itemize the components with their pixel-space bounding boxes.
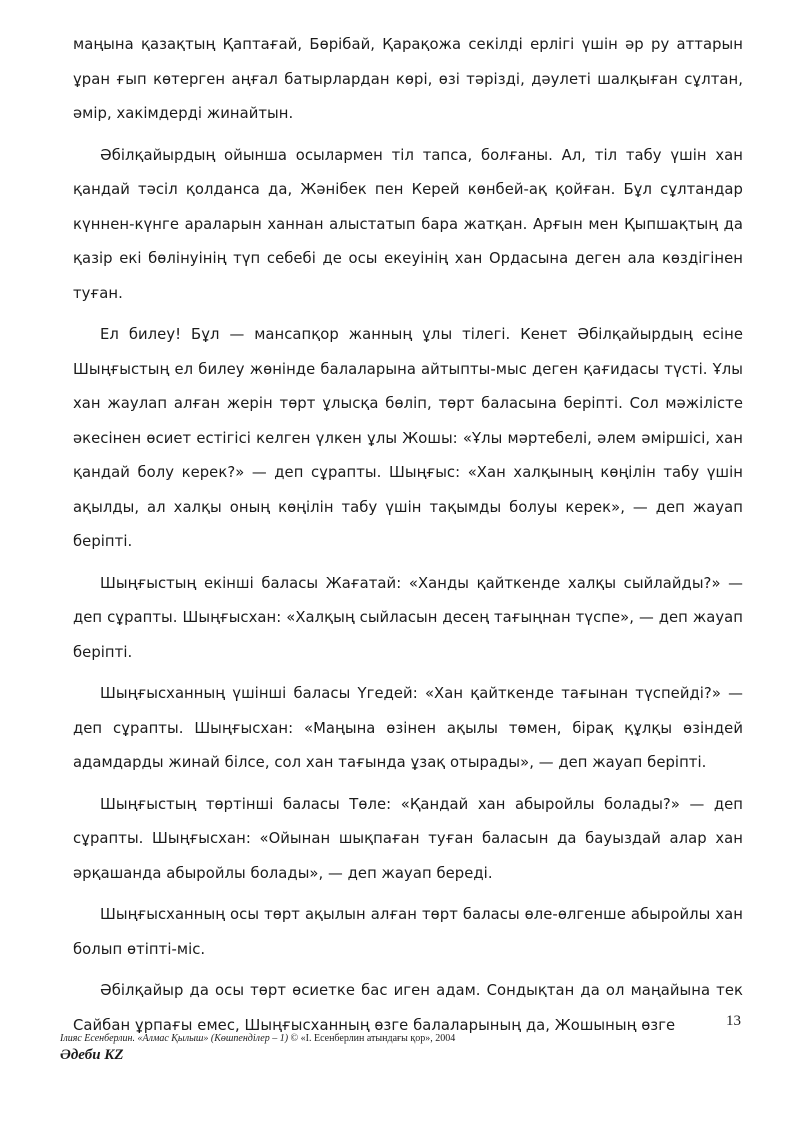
- footer-brand: Әдеби KZ: [60, 1047, 124, 1063]
- document-body: [73, 28, 743, 1043]
- footer-citation-copyright: © «І. Есенберлин атындағы қор», 2004: [288, 1033, 456, 1044]
- paragraph: Әбілқайырдың ойынша осылармен тіл тапса, болғаны. Ал, тіл табу үшін хан қандай тәсіл қолданса да, Жәнібек пен Керей көнбей-ақ қойған. Бұл сұлтандар күннен-күнге араларын ханнан алыстатып бара жатқан. Арғын мен Қыпшақтың да қазір екі бөлінуінің түп себебі де осы екеуінің хан Ордасына деген ала көздігінен туған.: [73, 146, 743, 302]
- paragraph: Шыңғысханның үшінші баласы Үгедей: «Хан қайткенде тағынан түспейді?» — деп сұрапты. Шыңғысхан: «Маңына өзінен ақылы төмен, бірақ құлқы өзіндей адамдарды жинай білсе, сол хан тағында ұзақ отырады», — деп жауап беріпті.: [73, 685, 743, 771]
- paragraph: Ел билеу! Бұл — мансапқор жанның ұлы тілегі. Кенет Әбілқайырдың есіне Шыңғыстың ел билеу жөнінде балаларына айтыпты-мыс деген қағидасы түсті. Ұлы хан жаулап алған жерін төрт ұлысқа бөліп, төрт баласына беріпті. Сол мәжілісте әкесінен өсиет естігісі келген үлкен ұлы Жошы: «Ұлы мәртебелі, әлем әміршісі, хан қандай болу керек?» — деп сұрапты. Шыңғыс: «Хан халқының көңілін табу үшін ақылды, ал халқы оның көңілін табу үшін тақымды болуы керек», — деп жауап беріпті.: [73, 326, 743, 550]
- paragraph: Шыңғыстың екінші баласы Жағатай: «Ханды қайткенде халқы сыйлайды?» — деп сұрапты. Шыңғысхан: «Халқың сыйласын десең тағыңнан түспе», — деп жауап беріпті.: [73, 574, 743, 661]
- paragraph: маңына қазақтың Қаптағай, Бөрібай, Қарақожа секілді ерлігі үшін әр ру аттарын ұран ғып көтерген аңғал батырлардан көрі, өзі тәрізді, дәулеті шалқыған сұлтан, әмір, хакімдерді жинайтын.: [73, 36, 743, 122]
- footer-citation-title: Ілияс Есенберлин. «Алмас Қылыш» (Көшпенділер – 1): [60, 1033, 289, 1044]
- footer-citation: [60, 1033, 455, 1044]
- paragraph: Әбілқайыр да осы төрт өсиетке бас иген адам. Сондықтан да ол маңайына тек Сайбан ұрпағы емес, Шыңғысханның өзге балаларының да, Жошының өзге: [73, 982, 743, 1034]
- paragraph: Шыңғысханның осы төрт ақылын алған төрт баласы өле-өлгенше абыройлы хан болып өтіпті-міс.: [73, 906, 743, 958]
- paragraph: Шыңғыстың төртінші баласы Төле: «Қандай хан абыройлы болады?» — деп сұрапты. Шыңғысхан: «Ойынан шықпаған туған баласын да бауыздай алар хан әрқашанда абыройлы болады», — деп жауап береді.: [73, 795, 743, 882]
- page-number: 13: [726, 1013, 741, 1029]
